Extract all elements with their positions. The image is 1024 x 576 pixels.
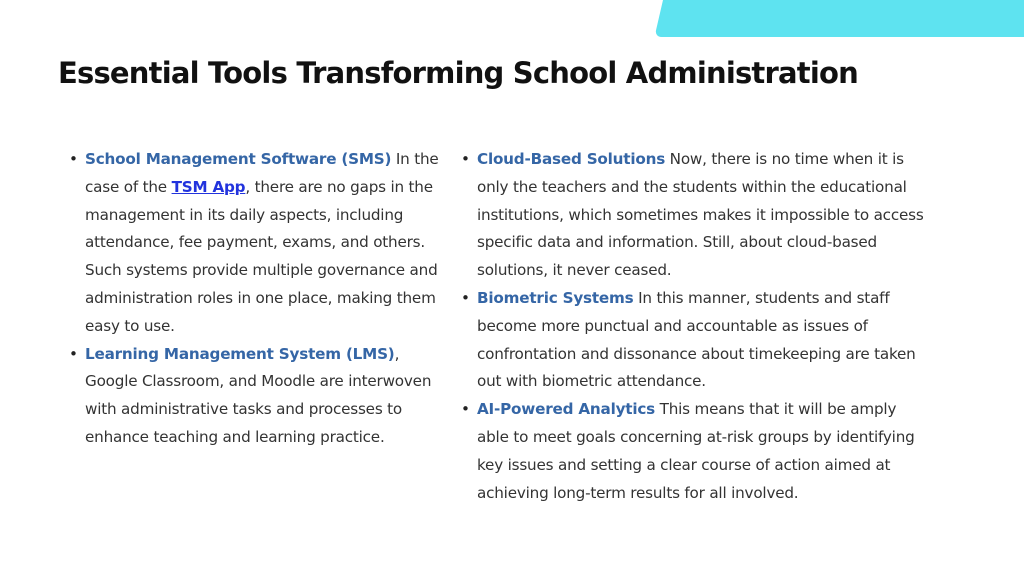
left-column-list xyxy=(69,146,449,452)
bullet-icon: • xyxy=(461,288,470,307)
item-text: , Google Classroom, and Moodle are interwoven with administrative tasks and processes to enhance teaching and learning practice. xyxy=(85,344,432,446)
list-item-biometric xyxy=(461,285,931,396)
list-item-lms xyxy=(69,341,449,452)
right-column-list xyxy=(461,146,931,507)
page-title: Essential Tools Transforming School Administration xyxy=(58,56,858,90)
bullet-icon: • xyxy=(69,344,78,363)
list-item-cloud xyxy=(461,146,931,285)
item-text: Now, there is no time when it is only the teachers and the students within the educational institutions, which sometimes makes it impossible to access specific data and information. Still, about cloud-based solutions, it never ceased. xyxy=(477,150,924,280)
item-heading: Learning Management System (LMS) xyxy=(85,344,395,363)
item-text: In the case of the xyxy=(85,150,439,196)
bullet-icon: • xyxy=(461,150,470,168)
decorative-accent-bar xyxy=(654,0,1024,37)
item-text: , there are no gaps in the management in its daily aspects, including attendance, fee payment, exams, and others. Such systems provide multiple governance and administration roles in one place, making them easy to use. xyxy=(85,177,438,335)
list-item-ai-analytics xyxy=(461,396,931,507)
item-text: In this manner, students and staff become more punctual and accountable as issues of confrontation and dissonance about timekeeping are taken out with biometric attendance. xyxy=(477,288,916,391)
item-heading: Biometric Systems xyxy=(477,288,634,307)
item-text: This means that it will be amply able to meet goals concerning at-risk groups by identifying key issues and setting a clear course of action aimed at achieving long-term results for all involved. xyxy=(477,400,915,502)
item-heading: School Management Software (SMS) xyxy=(85,150,392,168)
tsm-app-link[interactable]: TSM App xyxy=(171,177,246,196)
list-item-sms xyxy=(69,146,449,341)
item-heading: Cloud-Based Solutions xyxy=(477,150,666,168)
bullet-icon: • xyxy=(461,400,470,419)
bullet-icon: • xyxy=(69,150,78,168)
item-heading: AI-Powered Analytics xyxy=(477,400,655,419)
